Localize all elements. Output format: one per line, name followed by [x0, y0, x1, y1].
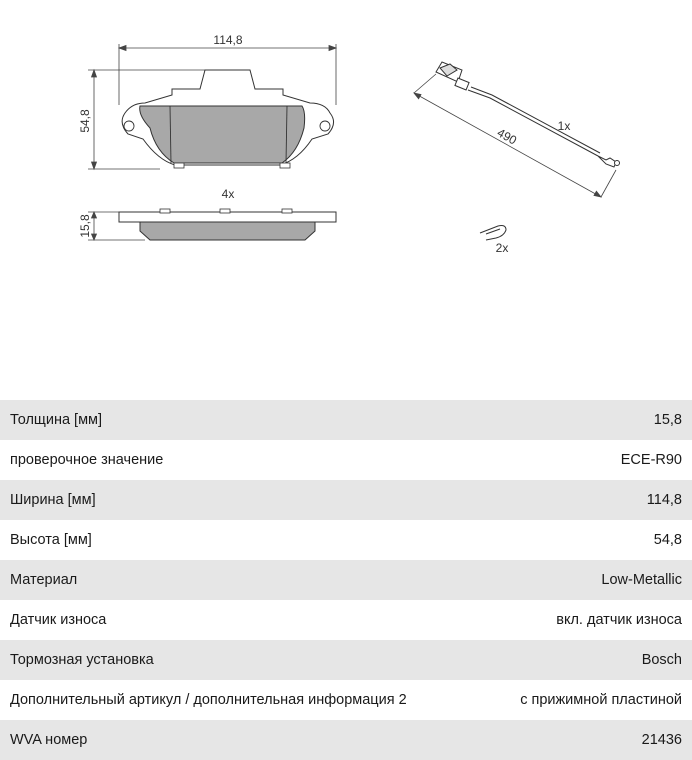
spec-label: Ширина [мм]: [10, 492, 96, 508]
spec-value: 15,8: [653, 412, 682, 428]
spec-row-thickness: [0, 400, 692, 440]
spec-row-wear-sensor: [0, 600, 692, 640]
width-dimension-label: 114,8: [213, 33, 243, 47]
clip-quantity-label: 2x: [495, 241, 509, 255]
height-dimension-label: 54,8: [78, 109, 92, 133]
spec-value: с прижимной пластиной: [520, 692, 682, 708]
spec-value: вкл. датчик износа: [556, 612, 682, 628]
spec-value: Bosch: [641, 652, 682, 668]
specs-table: [0, 400, 692, 760]
spec-value: 21436: [641, 732, 682, 748]
retaining-clip: [480, 226, 506, 241]
spec-value: 54,8: [653, 532, 682, 548]
spec-row-additional-info: [0, 680, 692, 720]
spec-label: проверочное значение: [10, 452, 164, 468]
wear-sensor: [436, 62, 620, 167]
spec-label: Высота [мм]: [10, 532, 92, 548]
spec-label: Датчик износа: [10, 612, 107, 628]
pad-quantity-label: 4x: [221, 187, 235, 201]
brake-pad-front-view: [122, 70, 333, 168]
spec-row-brake-system: [0, 640, 692, 680]
spec-row-wva-number: [0, 720, 692, 760]
spec-row-height: [0, 520, 692, 560]
spec-label: Материал: [10, 572, 78, 588]
spec-value: 114,8: [646, 492, 682, 508]
spec-label: Толщина [мм]: [10, 412, 103, 428]
spec-row-width: [0, 480, 692, 520]
spec-label: Тормозная установка: [10, 652, 154, 668]
cable-length-label: 490: [494, 125, 520, 148]
sensor-quantity-label: 1x: [557, 119, 571, 133]
spec-label: Дополнительный артикул / дополнительная информация 2: [10, 692, 407, 708]
spec-row-material: [0, 560, 692, 600]
brake-pad-side-view: [119, 209, 336, 240]
thickness-dimension-label: 15,8: [78, 214, 92, 238]
spec-value: Low-Metallic: [601, 572, 682, 588]
spec-value: ECE-R90: [620, 452, 682, 468]
spec-row-test-value: [0, 440, 692, 480]
spec-label: WVA номер: [10, 732, 88, 748]
